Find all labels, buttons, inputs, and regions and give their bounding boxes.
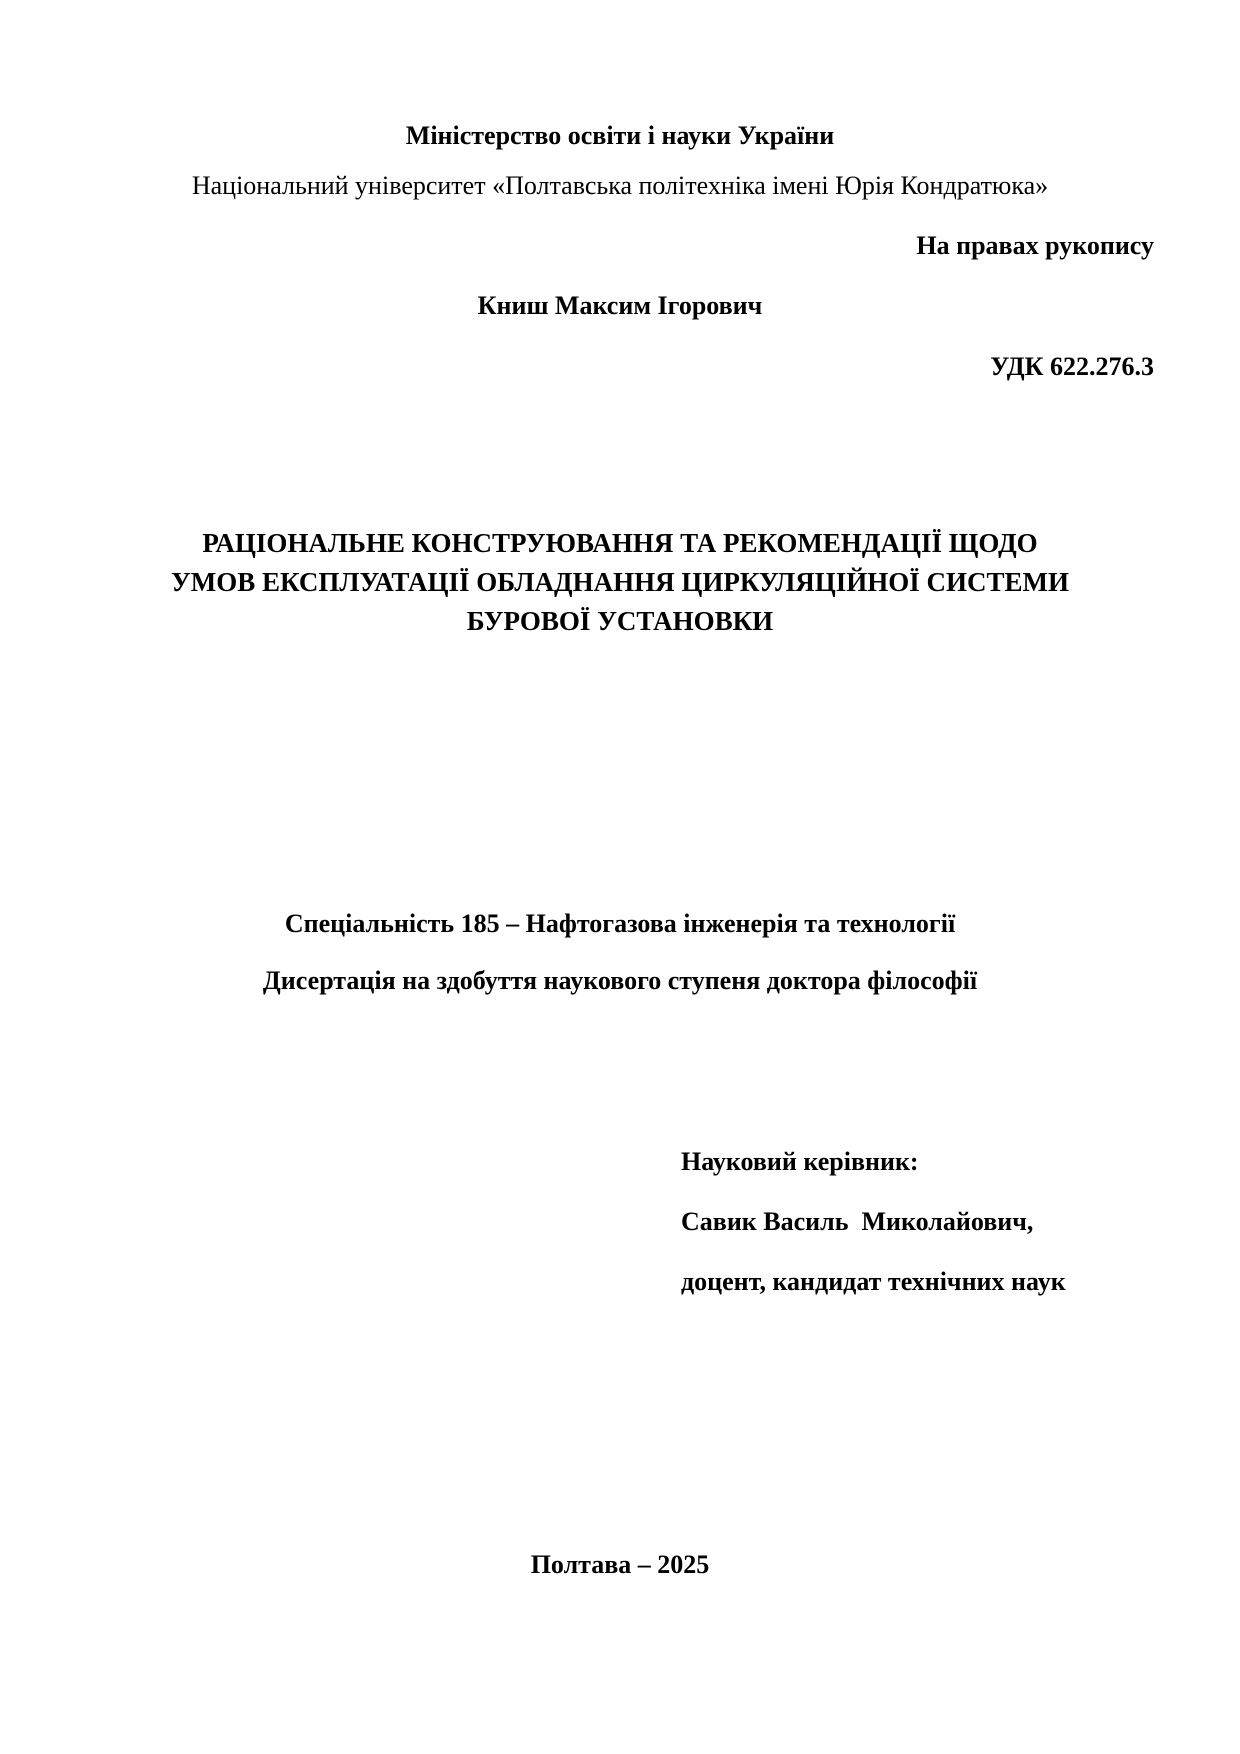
manuscript-note: На правах рукопису (916, 231, 1154, 260)
place-year: Полтава – 2025 (530, 1550, 710, 1579)
title-line: УМОВ ЕКСПЛУАТАЦІЇ ОБЛАДНАННЯ ЦИРКУЛЯЦІЙНОЇ СИСТЕМИ (170, 567, 1070, 597)
dissertation-title (0, 524, 1240, 641)
supervisor-label: Науковий керівник: (681, 1147, 919, 1176)
supervisor-name: Савик Василь Миколайович, (681, 1207, 1034, 1236)
degree-statement: Дисертація на здобуття наукового ступеня доктора філософії (262, 966, 978, 995)
specialty: Спеціальність 185 – Нафтогазова інженерія та технології (284, 909, 956, 938)
supervisor-credentials: доцент, кандидат технічних наук (681, 1267, 1066, 1296)
university-name: Національний університет «Полтавська політехніка імені Юрія Кондратюка» (191, 171, 1049, 200)
ministry-name: Міністерство освіти і науки України (405, 121, 835, 150)
title-line: РАЦІОНАЛЬНЕ КОНСТРУЮВАННЯ ТА РЕКОМЕНДАЦІЇ ЩОДО (202, 528, 1038, 558)
author-name: Книш Максим Ігорович (477, 291, 763, 320)
title-line: БУРОВОЇ УСТАНОВКИ (466, 606, 774, 636)
udc-code: УДК 622.276.3 (990, 352, 1154, 381)
